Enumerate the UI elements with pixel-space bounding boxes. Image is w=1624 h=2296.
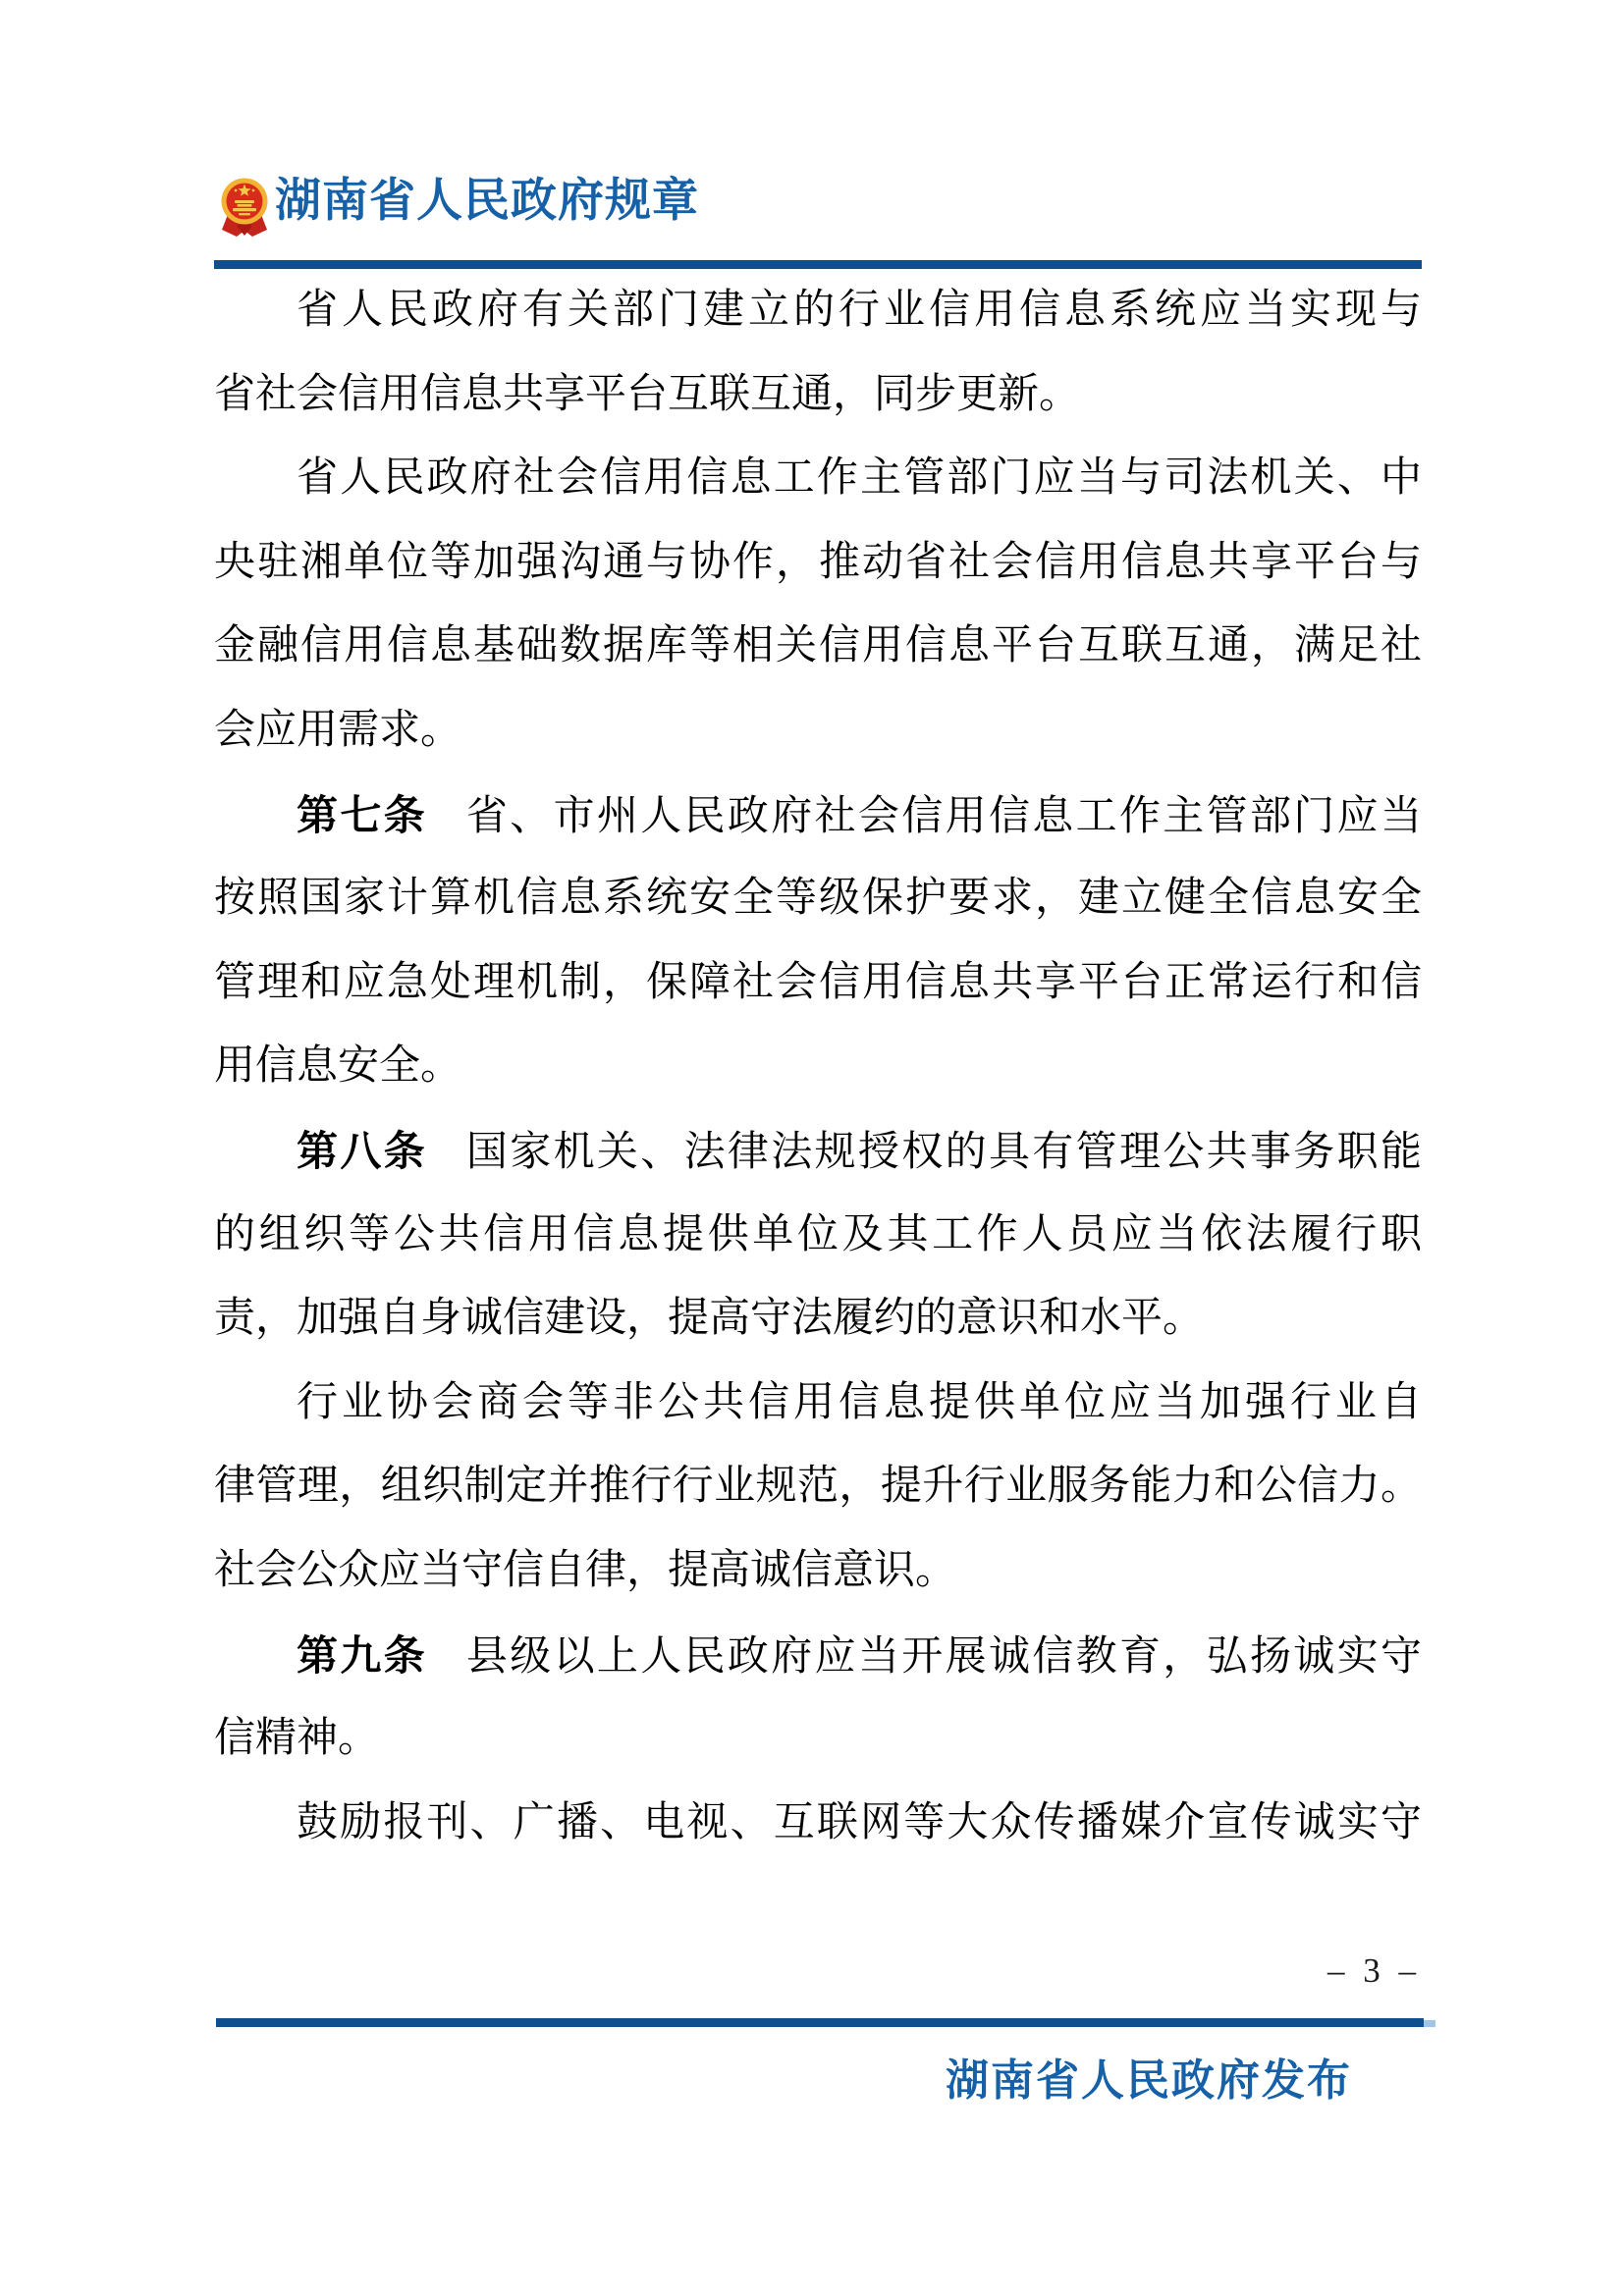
line-text: 金融信用信息基础数据库等相关信用信息平台互联互通，满足社 bbox=[214, 623, 1422, 669]
line-text: 县级以上人民政府应当开展诚信教育，弘扬诚实守 bbox=[465, 1633, 1422, 1680]
text-line bbox=[214, 1362, 1422, 1446]
text-line bbox=[214, 437, 1422, 521]
text-line bbox=[214, 1277, 1422, 1362]
footer-divider bbox=[216, 2018, 1424, 2027]
prc-national-emblem-icon bbox=[220, 175, 269, 240]
text-line bbox=[214, 1194, 1422, 1278]
line-text: 省社会信用信息共享平台互联互通，同步更新。 bbox=[214, 371, 1081, 417]
page-number: – 3 – bbox=[1327, 1951, 1421, 1990]
line-text: 的组织等公共信用信息提供单位及其工作人员应当依法履行职 bbox=[214, 1211, 1422, 1257]
line-text: 管理和应急处理机制，保障社会信用信息共享平台正常运行和信 bbox=[214, 959, 1422, 1005]
text-line bbox=[214, 689, 1422, 774]
text-line bbox=[214, 1445, 1422, 1529]
article-line bbox=[214, 1109, 1422, 1194]
text-line bbox=[214, 1529, 1422, 1614]
line-text: 央驻湘单位等加强沟通与协作，推动省社会信用信息共享平台与 bbox=[214, 539, 1422, 585]
line-text: 省人民政府有关部门建立的行业信用信息系统应当实现与 bbox=[297, 288, 1422, 333]
line-text: 责，加强自身诚信建设，提高守法履约的意识和水平。 bbox=[214, 1296, 1205, 1342]
text-line bbox=[214, 353, 1422, 438]
line-text: 信精神。 bbox=[214, 1716, 380, 1762]
line-text: 会应用需求。 bbox=[214, 707, 462, 753]
text-line bbox=[214, 1697, 1422, 1782]
header-divider bbox=[214, 260, 1422, 269]
line-text: 律管理，组织制定并推行行业规范，提升行业服务能力和公信力。 bbox=[214, 1464, 1422, 1510]
text-line bbox=[214, 941, 1422, 1026]
line-text: 行业协会商会等非公共信用信息提供单位应当加强行业自 bbox=[297, 1379, 1422, 1425]
line-text: 省人民政府社会信用信息工作主管部门应当与司法机关、中 bbox=[297, 455, 1422, 502]
text-line bbox=[214, 605, 1422, 689]
line-text: 省、市州人民政府社会信用信息工作主管部门应当 bbox=[465, 793, 1422, 839]
line-text: 按照国家计算机信息系统安全等级保护要求，建立健全信息安全 bbox=[214, 876, 1422, 922]
text-line bbox=[214, 1782, 1422, 1866]
article-number: 第九条 bbox=[297, 1631, 428, 1679]
article-number: 第八条 bbox=[297, 1127, 428, 1174]
article-line bbox=[214, 1614, 1422, 1698]
text-line bbox=[214, 521, 1422, 606]
line-text: 国家机关、法律法规授权的具有管理公共事务职能 bbox=[465, 1129, 1422, 1175]
article-number: 第七条 bbox=[297, 791, 428, 838]
document-header bbox=[214, 167, 1422, 255]
publisher-label: 湖南省人民政府发布 bbox=[946, 2056, 1352, 2105]
line-text: 鼓励报刊、广播、电视、互联网等大众传播媒介宣传诚实守 bbox=[297, 1799, 1422, 1845]
line-text: 社会公众应当守信自律，提高诚信意识。 bbox=[214, 1547, 957, 1593]
article-line bbox=[214, 774, 1422, 858]
page-title: 湖南省人民政府规章 bbox=[275, 176, 699, 227]
text-line bbox=[214, 857, 1422, 941]
text-line bbox=[214, 269, 1422, 353]
text-line bbox=[214, 1025, 1422, 1109]
line-text: 用信息安全。 bbox=[214, 1043, 462, 1090]
document-body bbox=[214, 269, 1422, 1865]
